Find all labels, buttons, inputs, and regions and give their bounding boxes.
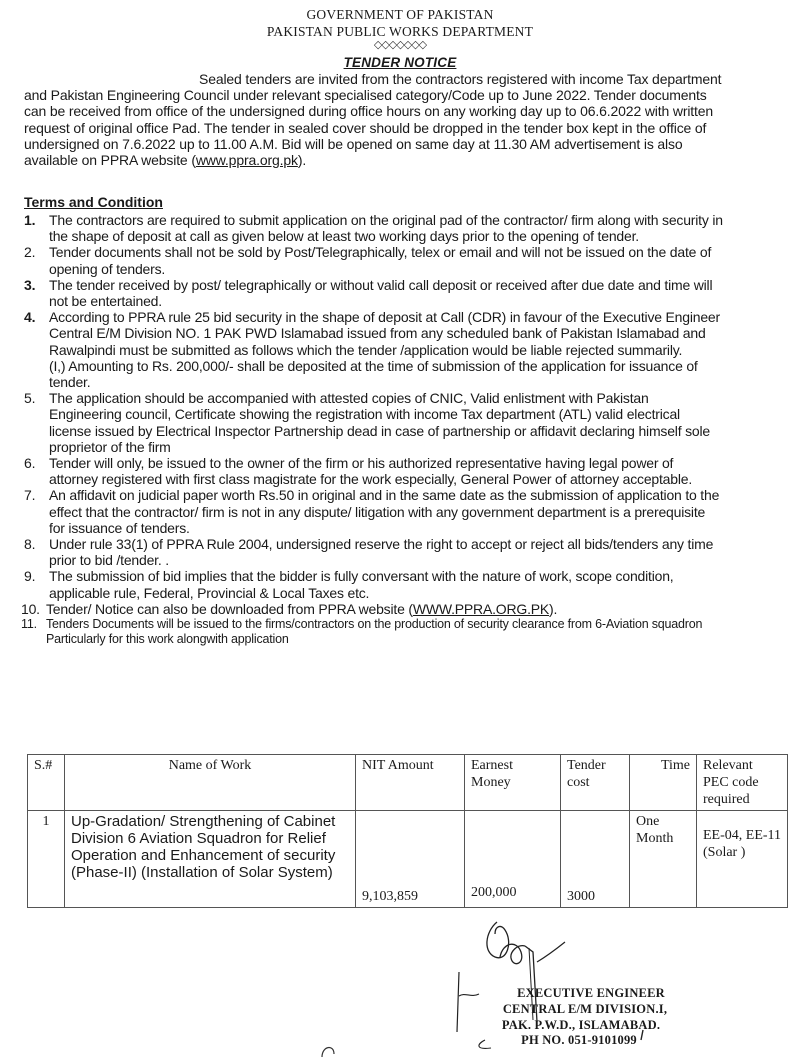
term-item xyxy=(21,601,724,617)
term-text-end: ). xyxy=(549,600,558,617)
term-number: 9. xyxy=(24,568,36,585)
term-text: Tender documents shall not be sold by Post/Telegraphically, telex or email and will not be issued on the date of opening of tenders. xyxy=(49,244,712,277)
term-item xyxy=(24,277,724,309)
term-item xyxy=(21,617,724,647)
term-text: The submission of bid implies that the bidder is fully conversant with the nature of work, scope condition, applicable rule, Federal, Provincial & Local Taxes etc. xyxy=(49,568,674,601)
term-number: 2. xyxy=(24,244,36,261)
cell-earnest-money xyxy=(465,811,561,908)
term-text: The contractors are required to submit application on the original pad of the contractor/ firm along with security in the shape of deposit at call as given below at least two working days prior to the opening of tender. xyxy=(49,212,723,245)
term-item xyxy=(24,309,724,390)
term-number: 4. xyxy=(24,309,36,326)
ppra-link[interactable]: www.ppra.org.pk xyxy=(195,152,298,169)
cell-nit-amount: 9,103,859 xyxy=(356,811,465,908)
signatory-designation: EXECUTIVE ENGINEER xyxy=(517,986,665,1000)
term-text: Tender/ Notice can also be downloaded from PPRA website ( xyxy=(46,600,413,617)
term-text: According to PPRA rule 25 bid security in the shape of deposit at Call (CDR) in favour of the Executive Engineer Central E/M Division NO. 1 PAK PWD Islamabad issued from any scheduled bank of Pakistan Islamabad and Rawalpindi must be submitted as follows which the tender /application would be liable rejected summarily. xyxy=(49,309,720,358)
term-item xyxy=(24,568,724,600)
term-number: 1. xyxy=(24,212,36,228)
term-item xyxy=(24,487,724,536)
term-text: Under rule 33(1) of PPRA Rule 2004, undersigned reserve the right to accept or reject all bids/tenders any time prior to bid /tender. . xyxy=(49,536,714,569)
earnest-money-value: 200,000 xyxy=(471,885,517,900)
term-number: 11. xyxy=(21,617,37,632)
term-number: 3. xyxy=(24,276,36,293)
term-subclause: (I,) Amounting to Rs. 200,000/- shall be deposited at the time of submission of the application for issuance of tender. xyxy=(49,357,698,391)
header-sno: S.# xyxy=(28,755,65,811)
signatory-division: CENTRAL E/M DIVISION.I, xyxy=(502,1002,668,1016)
government-title: GOVERNMENT OF PAKISTAN xyxy=(306,7,494,22)
pec-code-value: EE-04, EE-11 (Solar ) xyxy=(703,828,782,860)
term-item xyxy=(24,212,724,244)
header-nit-amount: NIT Amount xyxy=(356,755,465,811)
header-pec-code: Relevant PEC code required xyxy=(697,755,788,811)
cell-name-of-work: Up-Gradation/ Strengthening of Cabinet Division 6 Aviation Squadron for Relief Operation and Enhancement of security (Phase-II) (Installation of Solar System) xyxy=(65,811,356,908)
term-item xyxy=(24,390,724,455)
term-text: Tender will only, be issued to the owner of the firm or his authorized representative having legal power of attorney registered with first class magistrate for the work especially, General Power of attorney acceptable. xyxy=(49,455,693,488)
term-text: Tenders Documents will be issued to the firms/contractors on the production of security clearance from 6-Aviation squadron Particularly for this work alongwith application xyxy=(46,617,703,647)
term-text: An affidavit on judicial paper worth Rs.50 in original and in the same date as the submission of application to the effect that the contractor/ firm is not in any dispute/ litigation with any government department is a prerequisite for issuance of tenders. xyxy=(49,487,720,536)
department-title: PAKISTAN PUBLIC WORKS DEPARTMENT xyxy=(266,24,534,39)
cell-sno: 1 xyxy=(28,811,65,908)
term-number: 6. xyxy=(24,455,36,472)
term-text: The tender received by post/ telegraphically or without valid call deposit or received after due date and time will not be entertained. xyxy=(49,276,713,310)
notice-title: TENDER NOTICE xyxy=(343,55,457,70)
intro-text: Sealed tenders are invited from the contractors registered with income Tax department and Pakistan Engineering Council under relevant specialised category/Code up to June 2022. Tender documents can be received from office of the undersigned during office hours on any working day up to 06.6.2022 with written request of original office Pad. The tender in sealed cover should be dropped in the tender box kept in the office of undersigned on 7.6.2022 up to 11.00 A.M. Bid will be opened on same day at 11.30 AM advertisement is also available on PPRA website ( xyxy=(24,71,722,169)
header-tender-cost: Tender cost xyxy=(561,755,630,811)
term-number: 8. xyxy=(24,536,36,553)
ppra-website-link[interactable]: WWW.PPRA.ORG.PK xyxy=(412,600,550,617)
intro-text-end: ). xyxy=(297,152,307,169)
term-number: 7. xyxy=(24,487,36,504)
cell-tender-cost: 3000 xyxy=(561,811,630,908)
scan-mark-icon xyxy=(320,1040,350,1057)
header-name-of-work: Name of Work xyxy=(65,755,356,811)
signatory-phone: PH NO. 051-9101099 xyxy=(521,1033,637,1047)
term-item xyxy=(24,455,724,487)
term-item xyxy=(24,536,724,568)
works-table xyxy=(27,754,788,908)
term-text: The application should be accompanied with attested copies of CNIC, Valid enlistment with Pakistan Engineering council, Certificate showing the registration with income Tax department (ATL) valid electrical license issued by Electrical Inspector Partnership dead in case of partnership or affidavit declaring himself sole proprietor of the firm xyxy=(49,390,710,455)
header-earnest-money: Earnest Money xyxy=(465,755,561,811)
header-time: Time xyxy=(630,755,697,811)
signatory-office: PAK. P.W.D., ISLAMABAD. xyxy=(501,1018,661,1032)
signature-block xyxy=(455,912,715,1052)
table-row xyxy=(28,811,788,908)
cell-pec-code xyxy=(697,811,788,908)
terms-heading: Terms and Condition xyxy=(24,194,163,210)
intro-paragraph xyxy=(24,71,724,168)
table-header-row xyxy=(28,755,788,811)
term-number: 5. xyxy=(24,390,36,407)
terms-list xyxy=(21,212,724,647)
term-number: 10. xyxy=(21,600,40,617)
term-item xyxy=(24,244,724,276)
ornament-divider: ◇◇◇◇◇◇◇ xyxy=(373,39,427,51)
cell-time: One Month xyxy=(630,811,697,908)
